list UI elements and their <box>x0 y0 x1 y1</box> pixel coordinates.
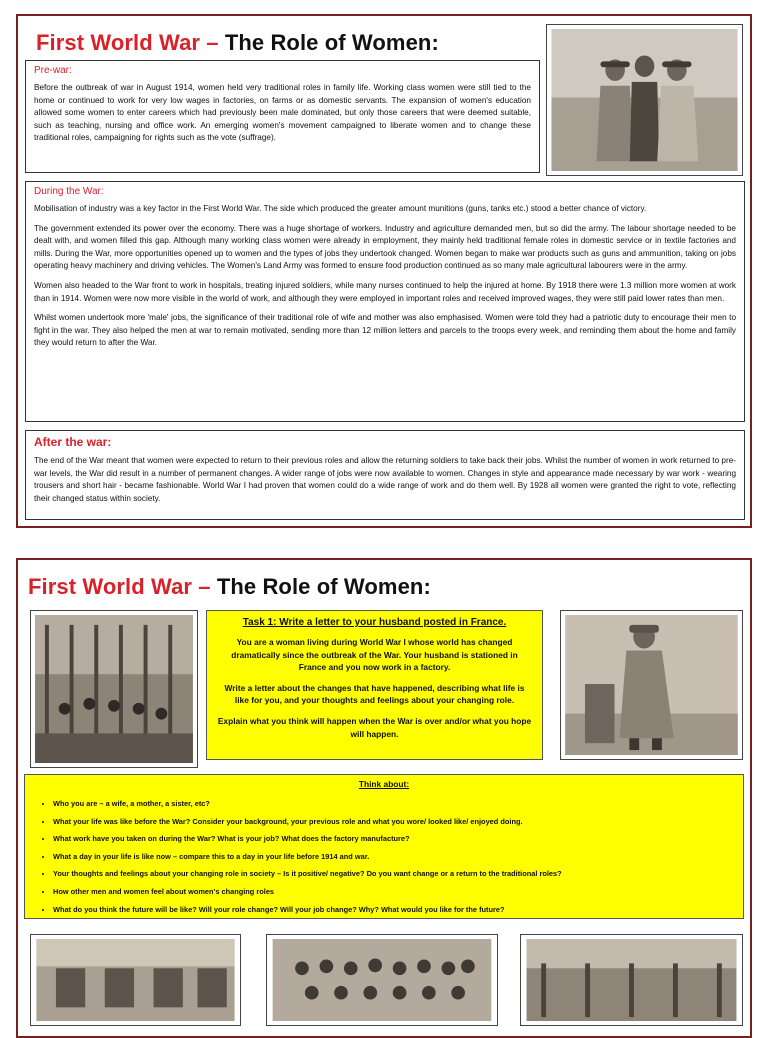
factory-hall-photo-image <box>35 939 236 1021</box>
prewar-text: Before the outbreak of war in August 1914, women held very traditional roles in family life. Working class women were still tied to the home or continued to work for very low wages in factories, on farms or as domestic servants. The expansion of women's education allowed some women to enter careers which had previously been male dominated, but only those careers that were deemed suitable, such as teaching, nursing and office work. An emerging women's movement campaigned to liberate women and to change these traditional roles, campaigning for rights such as the vote (suffrage). <box>34 83 531 143</box>
during-war-section <box>25 181 745 422</box>
title-black-part: The Role of Women: <box>210 574 431 599</box>
photo-three-women <box>546 24 743 176</box>
task-paragraph: You are a woman living during World War I whose world has changed dramatically since the outbreak of the War. Your husband is stationed in France and you now work in a factory. <box>231 637 518 673</box>
think-about-item: • What your life was like before the War? Consider your background, your previous role and what you wore/ looked like/ enjoyed doing. <box>53 813 733 831</box>
think-about-item: • Your thoughts and feelings about your changing role in society – Is it positive/ negative? Do you want change or a return to the traditional roles? <box>53 865 733 883</box>
title-red-part: First World War – <box>36 30 219 55</box>
after-war-text: The end of the War meant that women were expected to return to their previous roles and allow the returning soldiers to take back their jobs. Whilst the number of women in work returned to pre-war levels, the War did result in a number of permanent changes. A wider range of jobs were now available to women. Changes in style and appearance made necessary by war work - wearing trousers and short hair - became fashionable. World War I had proven that women could do a wide range of work and do them well. By 1928 all women were granted the right to vote, reflecting their changed status within society. <box>34 456 736 503</box>
task-title: Task 1: Write a letter to your husband posted in France. <box>242 617 507 628</box>
think-about-item: • What work have you taken on during the War? What is your job? What does the factory manufacture? <box>53 830 733 848</box>
photo-factory-hall <box>30 934 241 1026</box>
worksheet-page-1 <box>16 14 752 528</box>
after-war-heading: After the war: <box>34 435 112 449</box>
after-war-section <box>25 430 745 520</box>
munitions-factory-photo-image <box>525 939 738 1021</box>
photo-munitions-factory <box>520 934 743 1026</box>
during-war-paragraph: Whilst women undertook more 'male' jobs, the significance of their traditional role of wife and mother was also emphasised. Women were told they had a patriotic duty to encourage their men to fight in the war. They also helped the men at war to remain motivated, sending more than 12 million letters and parcels to the troops every week, and reminding them about the home and family they would return to after the War. <box>34 313 736 348</box>
think-about-item: • How other men and women feel about women's changing roles <box>53 883 733 901</box>
page-title <box>28 574 431 600</box>
think-about-box <box>24 774 744 919</box>
prewar-heading: Pre-war: <box>34 65 72 76</box>
title-red-part: First World War – <box>28 574 211 599</box>
during-war-paragraph: Women also headed to the War front to work in hospitals, treating injured soldiers, while many nurses continued to help the injured at home. By 1918 there were 1.3 million more women at work than in 1914. Women were now more visible in the world of work, and although they were employed in important roles and received improved wages, they were still paid lower rates than men. <box>34 280 736 303</box>
task-box <box>206 610 543 760</box>
title-black-part: The Role of Women: <box>218 30 439 55</box>
think-about-item: • Who you are – a wife, a mother, a sister, etc? <box>53 795 733 813</box>
worksheet-page-2 <box>16 558 752 1038</box>
photo-woman-in-coat <box>560 610 743 760</box>
during-war-paragraph: The government extended its power over the economy. There was a huge shortage of workers. Industry and agriculture demanded men, but so did the army. The labour shortage needed to be dealt with, and women filled this gap. Although many working class women were already in employment, they mainly held traditional female roles in domestic service or in textile factories and mills. During the War, more opportunities opened up to women and the types of jobs they undertook changed. Women began to make war products such as guns and ammunition, taking on jobs operating heavy machinery and driving vehicles. The Women's Land Army was formed to ensure food production continued as so many male agricultural labourers were in the army. <box>34 223 736 271</box>
woman-coat-photo-image <box>565 615 738 755</box>
group-women-photo-image <box>271 939 493 1021</box>
photo-group-of-women <box>266 934 498 1026</box>
think-about-heading: Think about: <box>358 779 410 789</box>
factory-photo-image <box>35 615 193 763</box>
photo-factory-workers <box>30 610 198 768</box>
prewar-section <box>25 60 540 173</box>
task-paragraph: Explain what you think will happen when the War is over and/or what you hope will happen. <box>217 715 532 739</box>
task-paragraph: Write a letter about the changes that have happened, describing what life is like for you, and your thoughts and feelings about your changing role. <box>224 682 525 706</box>
during-war-heading: During the War: <box>34 186 104 197</box>
three-women-photo-image <box>551 29 738 171</box>
during-war-paragraph: Mobilisation of industry was a key factor in the First World War. The side which produced the greater amount munitions (guns, tanks etc.) stood a better chance of victory. <box>34 204 647 213</box>
think-about-item: • What do you think the future will be like? Will your role change? Will your job change? Why? What would you like for the future? <box>53 901 733 919</box>
think-about-list <box>35 795 733 918</box>
page-title <box>36 30 439 56</box>
think-about-item: • What a day in your life is like now – compare this to a day in your life before 1914 and war. <box>53 848 733 866</box>
